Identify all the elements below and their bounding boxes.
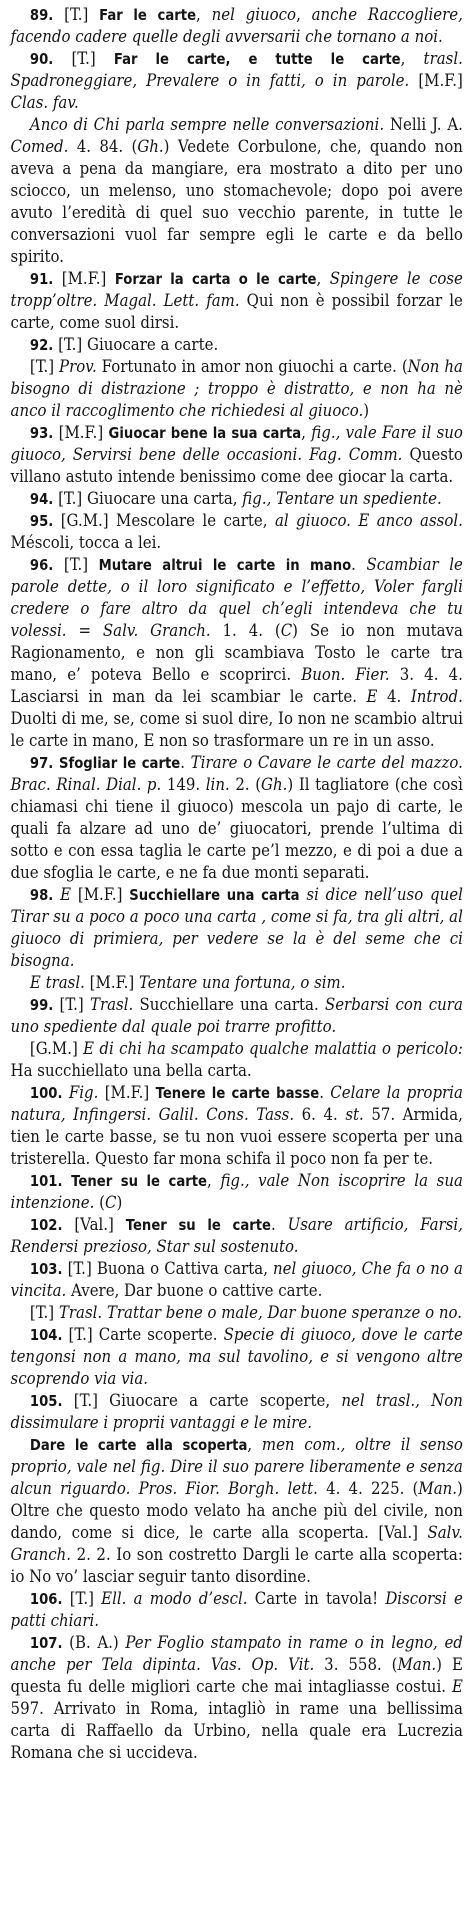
headword: 92.	[29, 336, 54, 354]
italic-text: Man.	[397, 1655, 437, 1675]
text-run: 597. Arrivato in Roma, intagliò in rame una bellissima carta di Raffaello da Urbino, nella quale era Lucrezia Romana che si uccideva.	[10, 1699, 463, 1763]
italic-text: nel trasl., Non dissimulare i proprii vantaggi e le mire.	[10, 1391, 463, 1433]
entry-paragraph	[11, 752, 463, 884]
entry-paragraph	[11, 1632, 463, 1764]
text-run: Nelli J. A.	[384, 115, 463, 135]
headword: 94.	[29, 490, 54, 508]
text-run: [T.] Giuocare una carta,	[53, 489, 243, 509]
italic-text: Discorsi e patti chiari.	[10, 1589, 463, 1631]
entry-paragraph	[11, 1214, 463, 1258]
text-run: (	[94, 1193, 106, 1213]
italic-text: E	[451, 1677, 463, 1697]
text-run: [G.M.] Mescolare le carte,	[53, 511, 275, 531]
italic-text: Serbarsi con cura uno spediente dal quale poi trarre profitto.	[10, 995, 463, 1037]
entry-paragraph	[11, 422, 463, 488]
text-run: [T.] Carte scoperte.	[62, 1325, 224, 1345]
text-run: ,	[247, 1435, 262, 1455]
entry-paragraph	[11, 994, 463, 1038]
text-run: ,	[196, 5, 212, 25]
text-run: [T.]	[29, 357, 60, 377]
text-run: )	[116, 1193, 123, 1213]
text-run: [M.F.]	[409, 71, 463, 91]
text-run: ,	[316, 269, 330, 289]
italic-text: Celare la propria natura, Infingersi. Galil. Cons. Tass.	[10, 1083, 463, 1125]
headword: 107.	[29, 1634, 63, 1652]
text-run: [T.] Giuocare a carte scoperte,	[62, 1391, 342, 1411]
headword: 104.	[29, 1326, 63, 1344]
headword: 106.	[29, 1590, 63, 1608]
text-run: ) Oltre che questo modo velato ha anche più del civile, non dando, come si dice, le carte alla scoperta. [Val.]	[10, 1479, 463, 1543]
italic-text: Prov.	[59, 357, 97, 377]
entry-paragraph	[11, 1390, 463, 1434]
text-run: 149.	[161, 775, 206, 795]
text-run: )	[363, 401, 370, 421]
headword: 105.	[29, 1392, 63, 1410]
italic-text: al giuoco. E anco assol.	[274, 511, 463, 531]
italic-text: trasl. Spadroneggiare, Prevalere o in fatti, o in parole.	[10, 49, 463, 91]
italic-text: anche Raccogliere, facendo cadere quelle degli avversarii che tornano a noi.	[10, 5, 463, 47]
headword: 95.	[29, 512, 54, 530]
text-run: ,	[207, 1171, 221, 1191]
italic-text: Buon. Fier.	[301, 665, 390, 685]
headword: 98.	[29, 886, 54, 904]
entry-paragraph	[11, 1588, 463, 1632]
text-run: 2. (	[229, 775, 262, 795]
text-run: [T.]	[53, 49, 114, 69]
headword: Far le carte	[99, 6, 197, 24]
italic-text: E	[60, 885, 72, 905]
text-run: [M.F.]	[98, 1083, 156, 1103]
text-run: [M.F.]	[53, 423, 109, 443]
entry-paragraph	[11, 1082, 463, 1170]
text-run: .	[319, 1083, 331, 1103]
headword: Giuocar bene la sua carta	[108, 424, 302, 442]
italic-text: E	[366, 687, 378, 707]
headword: Succhiellare una carta	[129, 886, 300, 904]
headword: Mutare altrui le carte in mano	[98, 556, 352, 574]
text-run: Carte in tavola!	[247, 1589, 386, 1609]
italic-text: Salv. Granch.	[10, 1523, 463, 1565]
text-run: (B. A.)	[62, 1633, 126, 1653]
italic-text: Trasl. Trattar bene o male, Dar buone speranze o no.	[58, 1303, 462, 1323]
headword: Tener su le carte	[125, 1216, 272, 1234]
text-run: .	[180, 753, 191, 773]
text-run: Avere, Dar buone o cattive carte.	[66, 1281, 323, 1301]
entry-paragraph	[11, 884, 463, 972]
headword: 96.	[29, 556, 54, 574]
headword: 102.	[29, 1216, 63, 1234]
italic-text: Man.	[418, 1479, 458, 1499]
italic-text: st.	[345, 1105, 364, 1125]
text-run: .	[271, 1215, 288, 1235]
headword: Forzar la carta o le carte	[114, 270, 317, 288]
italic-text: Tentare una fortuna, o sim.	[138, 973, 346, 993]
headword: Far le carte, e tutte le carte	[113, 50, 401, 68]
entry-paragraph	[11, 268, 463, 334]
italic-text: fig., vale Fare il suo giuoco, Servirsi bene delle occasioni. Fag. Comm.	[10, 423, 463, 465]
italic-text: nel giuoco, Che fa o no a vincita.	[10, 1259, 463, 1301]
text-run: Qui non è possibil forzar le carte, come suol dirsi.	[10, 291, 463, 333]
text-run: 4. 4. 225. (	[317, 1479, 419, 1499]
italic-text: E trasl.	[29, 973, 85, 993]
text-run: [G.M.]	[29, 1039, 84, 1059]
text-run: [M.F.]	[71, 885, 130, 905]
text-run: Duolti di me, se, come si suol dire, Io non ne scambio altrui le carte in mano, E non so trasformare un re in un asso.	[10, 709, 463, 751]
text-run: 3. 558. (	[314, 1655, 398, 1675]
text-run: [M.F.]	[84, 973, 139, 993]
italic-text: Scambiar le parole dette, o il loro significato e l’effetto, Voler fargli credere o fare altro da quel ch’egli intendeva che tu volessi.	[10, 555, 463, 641]
entry-paragraph	[11, 1038, 463, 1082]
entry-paragraph	[11, 4, 463, 48]
text-run: ) Se io non mutava Ragionamento, e non gli scambiava Tosto le carte tra mano, e’ poteva Bello e scoprirci.	[10, 621, 463, 685]
headword: 103.	[29, 1260, 63, 1278]
entry-paragraph	[11, 1302, 463, 1324]
text-run: ,	[296, 5, 312, 25]
text-run: Questo villano astuto intende benissimo come dee giocar la carta.	[10, 445, 463, 487]
italic-text: Clas. fav.	[10, 93, 79, 113]
entry-paragraph	[11, 554, 463, 752]
text-run: [M.F.]	[53, 269, 115, 289]
headword: 91.	[29, 270, 54, 288]
italic-text: fig., Tentare un spediente.	[242, 489, 442, 509]
entry-paragraph	[11, 334, 463, 356]
text-run: [T.]	[53, 5, 100, 25]
text-run: ) E questa fu delle migliori carte che mai intagliasse costui.	[10, 1655, 463, 1697]
text-run: ,	[301, 423, 312, 443]
italic-text: C	[280, 621, 293, 641]
text-run: 4. 84. (	[68, 137, 138, 157]
text-run: [T.]	[62, 1589, 102, 1609]
italic-text: Ell. a modo d’escl.	[101, 1589, 248, 1609]
italic-text: Gh.	[137, 137, 164, 157]
entry-paragraph	[11, 488, 463, 510]
italic-text: Comed.	[10, 137, 69, 157]
italic-text: Per Foglio stampato in rame o in legno, ed anche per Tela dipinta. Vas. Op. Vit.	[10, 1633, 463, 1675]
text-run: 1. 4. (	[210, 621, 281, 641]
headword: Dare le carte alla scoperta	[29, 1436, 248, 1454]
italic-text: Salv. Granch.	[102, 621, 211, 641]
italic-text: E di chi ha scampato qualche malattia o pericolo:	[83, 1039, 463, 1059]
text-run: =	[66, 621, 103, 641]
entry-paragraph	[11, 48, 463, 114]
text-run: ,	[400, 49, 424, 69]
text-run	[62, 1171, 71, 1191]
italic-text: Spingere le cose tropp’oltre. Magal. Lett. fam.	[10, 269, 463, 311]
italic-text: Specie di giuoco, dove le carte tengonsi non a mano, ma sul tavolino, e si vengono altre scoprendo via via.	[10, 1325, 463, 1389]
text-run: Succhiellare una carta.	[133, 995, 325, 1015]
headword: 97.	[29, 754, 54, 772]
entry-paragraph	[11, 1324, 463, 1390]
text-run: [T.]	[53, 995, 90, 1015]
italic-text: Trasl.	[89, 995, 134, 1015]
entry-paragraph	[11, 1258, 463, 1302]
italic-text: Non ha bisogno di distrazione ; troppo è distratto, e non ha nè anco il raccoglimento che richiedesi al giuoco.	[10, 357, 463, 421]
text-run: [T.]	[29, 1303, 59, 1323]
italic-text: men com., oltre il senso proprio, vale nel fig. Dire il suo parere liberamente e senza alcun riguardo. Pros. Fior. Borgh. lett.	[10, 1435, 463, 1499]
entry-paragraph	[11, 510, 463, 554]
italic-text: si dice nell’uso quel Tirar su a poco a poco una carta , come si fa, tra gli altri, al giuoco di primiera, per vedere se la è del seme che ci bisogna.	[10, 885, 463, 971]
text-run: 2. 2. Io son costretto Dargli le carte alla scoperta: io No vo’ lasciar seguir tanto disordine.	[10, 1545, 463, 1587]
italic-text: Usare artificio, Farsi, Rendersi prezioso, Star sul sostenuto.	[10, 1215, 463, 1257]
headword: Sfogliar le carte	[58, 754, 181, 772]
entry-paragraph	[11, 1434, 463, 1588]
text-run: .	[351, 555, 367, 575]
italic-text: fig., vale Non iscoprire la sua intenzione.	[10, 1171, 463, 1213]
headword: 90.	[29, 50, 54, 68]
text-run: Méscoli, tocca a lei.	[10, 533, 162, 553]
headword: 101.	[29, 1172, 63, 1190]
italic-text: lin.	[205, 775, 230, 795]
text-run: ) Il tagliatore (che così chiamasi chi tiene il giuoco) mescola un pajo di carte, le quali fa alzare ad uno de’ giuocatori, prende l’ultima di sotto e con essa taglia le carte pe’l mezzo, e di poi a due a due sfoglia le carte, e ne fa due monti separati.	[10, 775, 463, 883]
entry-paragraph	[11, 1170, 463, 1214]
headword: 99.	[29, 996, 54, 1014]
italic-text: Anco di Chi parla sempre nelle conversazioni.	[29, 115, 385, 135]
text-run: 4.	[377, 687, 411, 707]
italic-text: C	[105, 1193, 117, 1213]
headword: 93.	[29, 424, 54, 442]
headword: Tenere le carte basse	[155, 1084, 320, 1102]
text-run: ) Vedete Corbulone, che, quando non aveva a pena da mangiare, era mostrato a dito per uno sciocco, un melenso, uno stomachevole; dopo poi avere avuto l’eredità di quel suo vecchio parente, in tutte le conversazioni vuol far sempre egli le carte e da bello spirito.	[10, 137, 463, 267]
entry-paragraph	[11, 114, 463, 268]
text-run: Fortunato in amor non giuochi a carte. (	[96, 357, 408, 377]
italic-text: Fig.	[68, 1083, 99, 1103]
text-run: [T.]	[53, 555, 99, 575]
text-run: [T.] Buona o Cattiva carta,	[62, 1259, 274, 1279]
italic-text: Gh.	[261, 775, 288, 795]
text-run: 3. 4. 4. Lasciarsi in man da lei scambiar le carte.	[10, 665, 463, 707]
text-run: Ha succhiellato una bella carta.	[10, 1061, 252, 1081]
italic-text: nel giuoco	[211, 5, 297, 25]
italic-text: Introd.	[410, 687, 463, 707]
text-run: 57. Armida, tien le carte basse, se tu non vuoi essere scoperta per una tristerella. Questo far mona schifa il poco non fa per te.	[10, 1105, 463, 1169]
headword: 89.	[29, 6, 54, 24]
headword: Tener su le carte	[71, 1172, 208, 1190]
text-run: 6. 4.	[294, 1105, 346, 1125]
entry-paragraph	[11, 356, 463, 422]
text-run: [Val.]	[62, 1215, 126, 1235]
headword: 100.	[29, 1084, 63, 1102]
text-run: [T.] Giuocare a carte.	[53, 335, 219, 355]
italic-text: Tirare o Cavare le carte del mazzo. Brac. Rinal. Dial. p.	[10, 753, 463, 795]
entry-paragraph	[11, 972, 463, 994]
